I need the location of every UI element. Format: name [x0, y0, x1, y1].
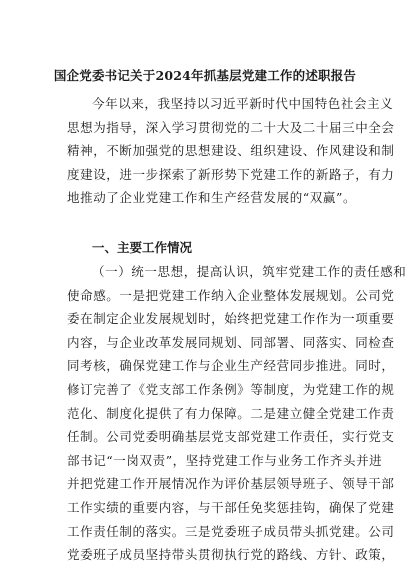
- paragraph-line: 内容，与企业改革发展同规划、同部署、同落实、同检查: [67, 334, 395, 350]
- paragraph-line: 同考核，确保党建工作与企业生产经营同步推进。同时，: [67, 358, 395, 374]
- paragraph-line: 并把党建工作开展情况作为评价基层领导班子、领导干部: [67, 476, 395, 492]
- paragraph-line: 修订完善了《党支部工作条例》等制度，为党建工作的规: [67, 381, 395, 397]
- paragraph-line: 地推动了企业党建工作和生产经营发展的“双赢”。: [67, 190, 357, 206]
- paragraph-line: 思想为指导，深入学习贯彻党的二十大及二十届三中全会: [67, 119, 395, 135]
- paragraph-line: 工作实绩的重要内容，与干部任免奖惩挂钩，确保了党建: [67, 499, 395, 515]
- intro-paragraph: [67, 92, 395, 210]
- paragraph-line: 范化、制度化提供了有力保障。二是建立健全党建工作责: [67, 405, 395, 421]
- page-title: 国企党委书记关于2024年抓基层党建工作的述职报告: [53, 68, 357, 83]
- paragraph-line: （一）统一思想，提高认识，筑牢党建工作的责任感和: [92, 264, 407, 279]
- paragraph-line: 今年以来，我坚持以习近平新时代中国特色社会主义: [92, 96, 394, 111]
- paragraph-line: 使命感。一是把党建工作纳入企业整体发展规划。公司党: [67, 287, 395, 303]
- section-paragraph: [67, 260, 407, 567]
- paragraph-line: 任制。公司党委明确基层党支部党建工作责任，实行党支: [67, 429, 395, 445]
- paragraph-line: 精神，不断加强党的思想建设、组织建设、作风建设和制: [67, 143, 395, 159]
- paragraph-line: 部书记“一岗双责”，坚持党建工作与业务工作齐头并进: [67, 452, 383, 468]
- paragraph-line: 委在制定企业发展规划时，始终把党建工作作为一项重要: [67, 311, 395, 327]
- section-heading: 一、主要工作情况: [92, 240, 193, 255]
- paragraph-line: 党委班子成员坚持带头贯彻执行党的路线、方针、政策，: [67, 547, 395, 563]
- paragraph-line: 工作责任制的落实。三是党委班子成员带头抓党建。公司: [67, 523, 395, 539]
- paragraph-line: 度建设，进一步探索了新形势下党建工作的新路子，有力: [67, 166, 395, 182]
